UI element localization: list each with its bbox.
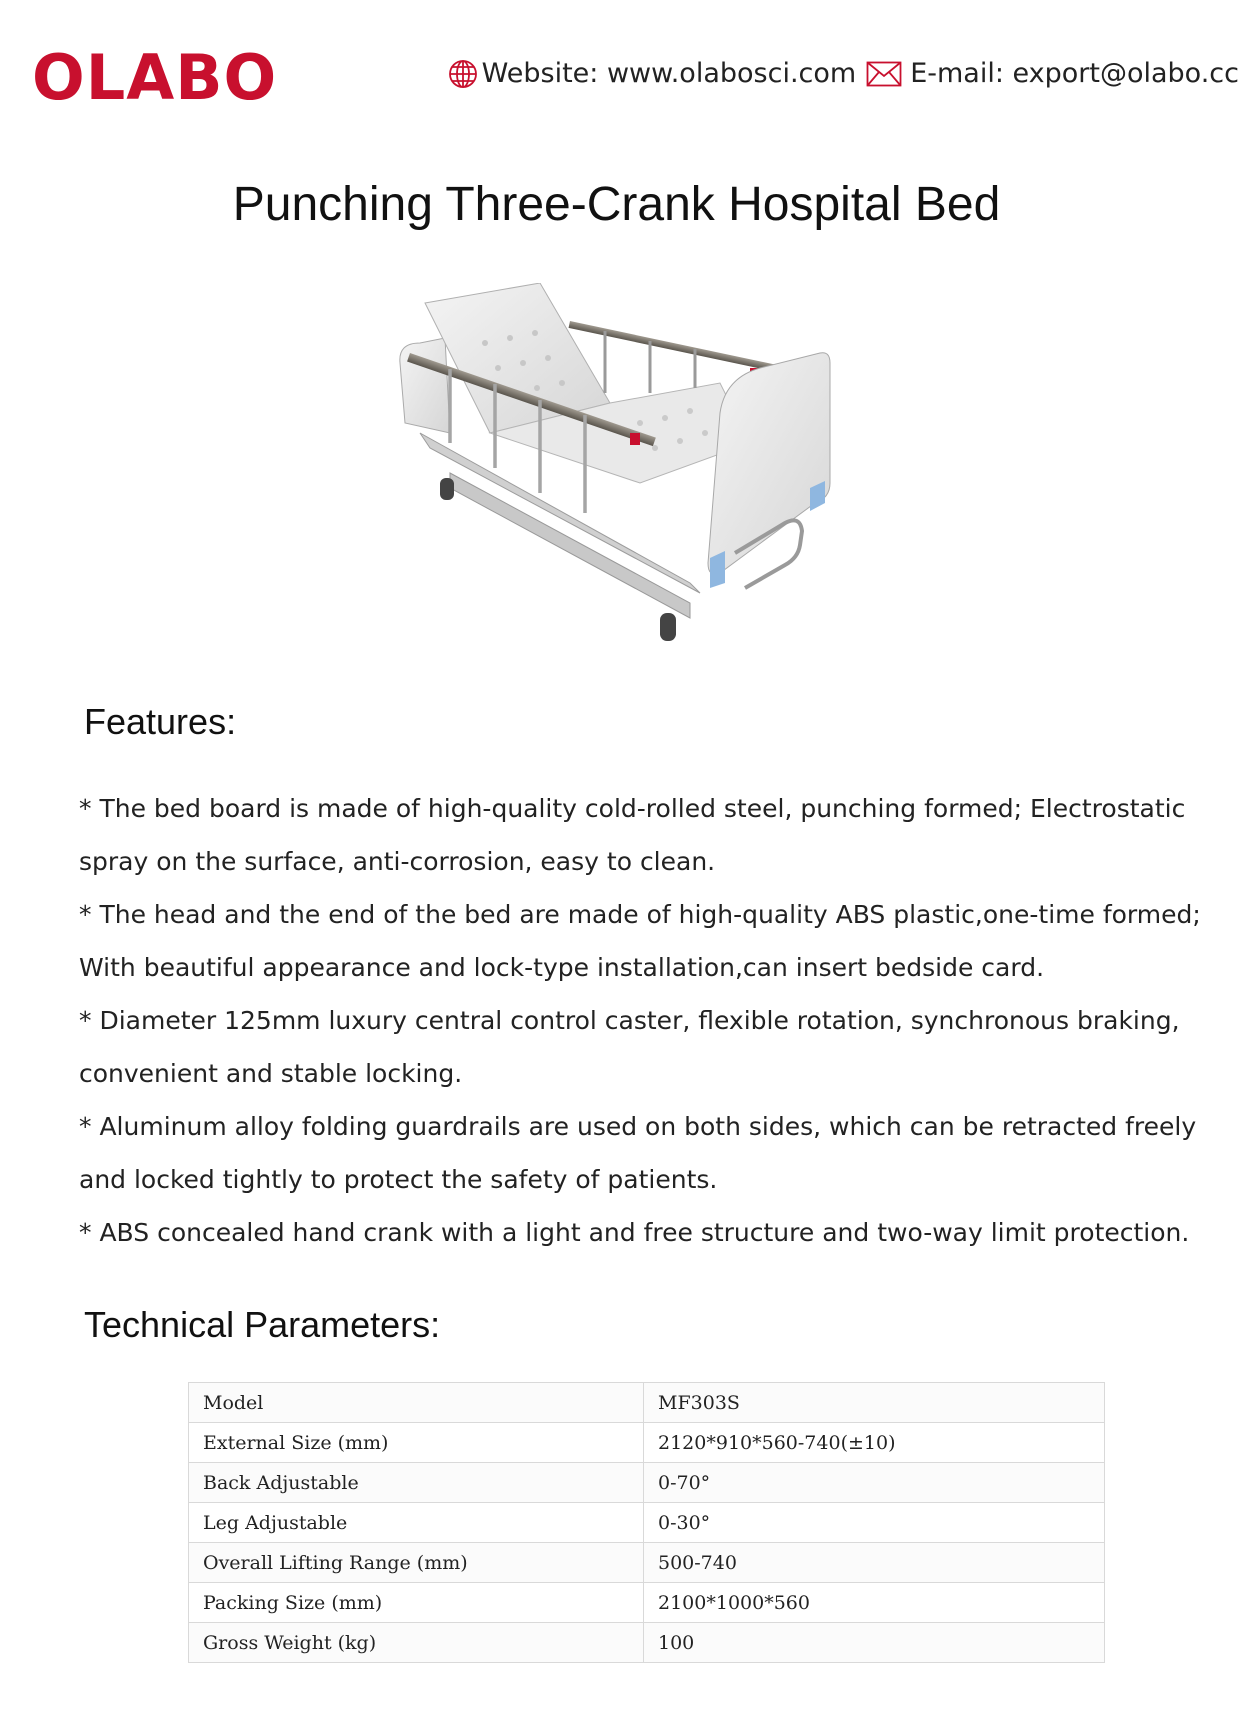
param-value: 500-740: [644, 1543, 1105, 1583]
param-label: Gross Weight (kg): [189, 1623, 644, 1663]
features-list: [79, 782, 1239, 1259]
features-heading: Features:: [84, 701, 237, 742]
param-value: 0-30°: [644, 1503, 1105, 1543]
table-row: [189, 1503, 1105, 1543]
envelope-icon: [866, 61, 902, 87]
param-label: Packing Size (mm): [189, 1583, 644, 1623]
table-row: [189, 1463, 1105, 1503]
param-value: 2100*1000*560: [644, 1583, 1105, 1623]
feature-item: * The head and the end of the bed are made of high-quality ABS plastic,one-time formed; With beautiful appearance and lock-type installation,can insert bedside card.: [79, 900, 1201, 982]
feature-item: * Aluminum alloy folding guardrails are used on both sides, which can be retracted freely and locked tightly to protect the safety of patients.: [79, 1112, 1197, 1194]
param-label: Overall Lifting Range (mm): [189, 1543, 644, 1583]
technical-parameters-table: [188, 1382, 1105, 1663]
email-text[interactable]: E-mail: export@olabo.cc: [910, 58, 1239, 89]
param-value: 100: [644, 1623, 1105, 1663]
param-label: Back Adjustable: [189, 1463, 644, 1503]
table-row: [189, 1623, 1105, 1663]
table-row: [189, 1423, 1105, 1463]
feature-item: * Diameter 125mm luxury central control caster, flexible rotation, synchronous braking, convenient and stable locking.: [79, 1006, 1180, 1088]
globe-icon: [448, 59, 478, 89]
header: [0, 0, 1249, 140]
technical-parameters-heading: Technical Parameters:: [84, 1304, 441, 1345]
param-value: 0-70°: [644, 1463, 1105, 1503]
hospital-bed-image: [390, 283, 890, 683]
website-text[interactable]: Website: www.olabosci.com: [481, 58, 857, 89]
contact-info: [448, 58, 1239, 89]
table-row: [189, 1383, 1105, 1423]
feature-item: * The bed board is made of high-quality cold-rolled steel, punching formed; Electrostatic spray on the surface, anti-corrosion, easy to clean.: [79, 794, 1186, 876]
table-row: [189, 1583, 1105, 1623]
olabo-logo: OLABO: [32, 41, 278, 114]
param-value: MF303S: [644, 1383, 1105, 1423]
param-label: Leg Adjustable: [189, 1503, 644, 1543]
param-label: Model: [189, 1383, 644, 1423]
param-label: External Size (mm): [189, 1423, 644, 1463]
page-title-text: Punching Three-Crank Hospital Bed: [232, 178, 1001, 231]
page-title: [0, 176, 1249, 234]
param-value: 2120*910*560-740(±10): [644, 1423, 1105, 1463]
table-row: [189, 1543, 1105, 1583]
feature-item: * ABS concealed hand crank with a light and free structure and two-way limit protection.: [79, 1218, 1190, 1247]
